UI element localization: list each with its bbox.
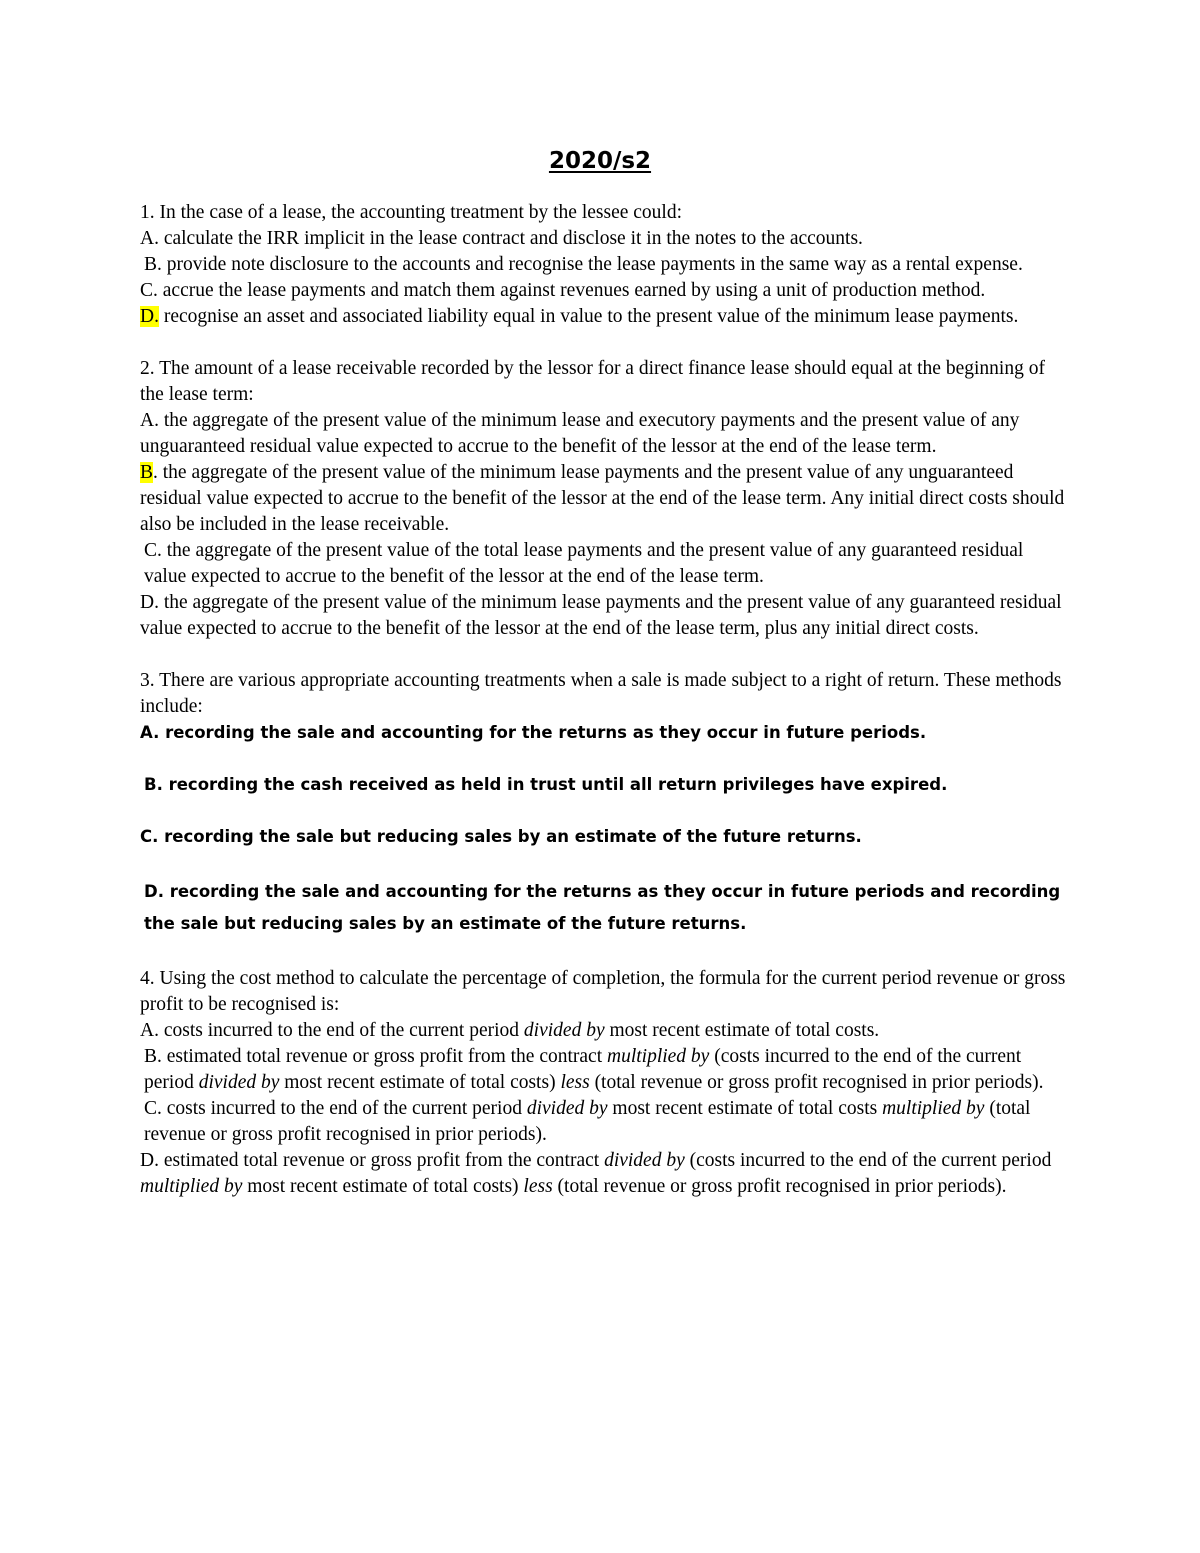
question-3 [140, 668, 1070, 940]
question-2-option-c: C. the aggregate of the present value of the total lease payments and the present value of any guaranteed residual value expected to accrue to the benefit of the lessor at the end of the lease term. [144, 540, 1024, 587]
answer-highlight: B [140, 462, 154, 483]
question-1-option-c: C. accrue the lease payments and match them against revenues earned by using a unit of production method. [140, 280, 986, 301]
question-3-option-d: D. recording the sale and accounting for the returns as they occur in future periods and recording the sale but reducing sales by an estimate of the future returns. [144, 882, 1061, 933]
question-1 [140, 200, 1070, 330]
question-list [140, 200, 1070, 1200]
question-1-option-a: A. calculate the IRR implicit in the lease contract and disclose it in the notes to the accounts. [140, 228, 863, 249]
question-2 [140, 356, 1070, 642]
question-1-stem: 1. In the case of a lease, the accounting treatment by the lessee could: [140, 202, 682, 223]
question-1-option-b: B. provide note disclosure to the accounts and recognise the lease payments in the same way as a rental expense. [144, 254, 1023, 275]
question-4-option-a: A. costs incurred to the end of the current period divided by most recent estimate of total costs. [140, 1020, 880, 1041]
question-3-option-c: C. recording the sale but reducing sales by an estimate of the future returns. [140, 827, 862, 846]
question-4 [140, 966, 1070, 1200]
question-3-option-b: B. recording the cash received as held in trust until all return privileges have expired. [144, 775, 948, 794]
question-3-stem: 3. There are various appropriate accounting treatments when a sale is made subject to a right of return. These methods include: [140, 670, 1062, 717]
question-2-option-b: B. the aggregate of the present value of the minimum lease payments and the present value of any unguaranteed residual value expected to accrue to the benefit of the lessor at the end of the lease term. Any initial direct costs should also be included in the lease receivable. [140, 462, 1065, 535]
question-4-stem: 4. Using the cost method to calculate the percentage of completion, the formula for the current period revenue or gross profit to be recognised is: [140, 968, 1066, 1015]
question-4-option-b: B. estimated total revenue or gross profit from the contract multiplied by (costs incurred to the end of the current period divided by most recent estimate of total costs) less (total revenue or gross profit recognised in prior periods). [144, 1046, 1044, 1093]
question-2-option-d: D. the aggregate of the present value of the minimum lease payments and the present value of any guaranteed residual value expected to accrue to the benefit of the lessor at the end of the lease term, plus any initial direct costs. [140, 592, 1062, 639]
page-title: 2020/s2 [548, 148, 652, 174]
question-2-option-a: A. the aggregate of the present value of the minimum lease and executory payments and the present value of any unguaranteed residual value expected to accrue to the benefit of the lessor at the end of the lease term. [140, 410, 1020, 457]
question-4-option-c: C. costs incurred to the end of the current period divided by most recent estimate of total costs multiplied by (total revenue or gross profit recognised in prior periods). [144, 1098, 1031, 1145]
question-2-stem: 2. The amount of a lease receivable recorded by the lessor for a direct finance lease should equal at the beginning of the lease term: [140, 358, 1045, 405]
question-3-option-a: A. recording the sale and accounting for the returns as they occur in future periods. [140, 723, 927, 742]
question-4-option-d: D. estimated total revenue or gross profit from the contract divided by (costs incurred to the end of the current period multiplied by most recent estimate of total costs) less (total revenue or gross profit recognised in prior periods). [140, 1150, 1052, 1197]
question-1-option-d: D. recognise an asset and associated liability equal in value to the present value of the minimum lease payments. [140, 306, 1019, 327]
answer-highlight: D. [140, 306, 159, 327]
